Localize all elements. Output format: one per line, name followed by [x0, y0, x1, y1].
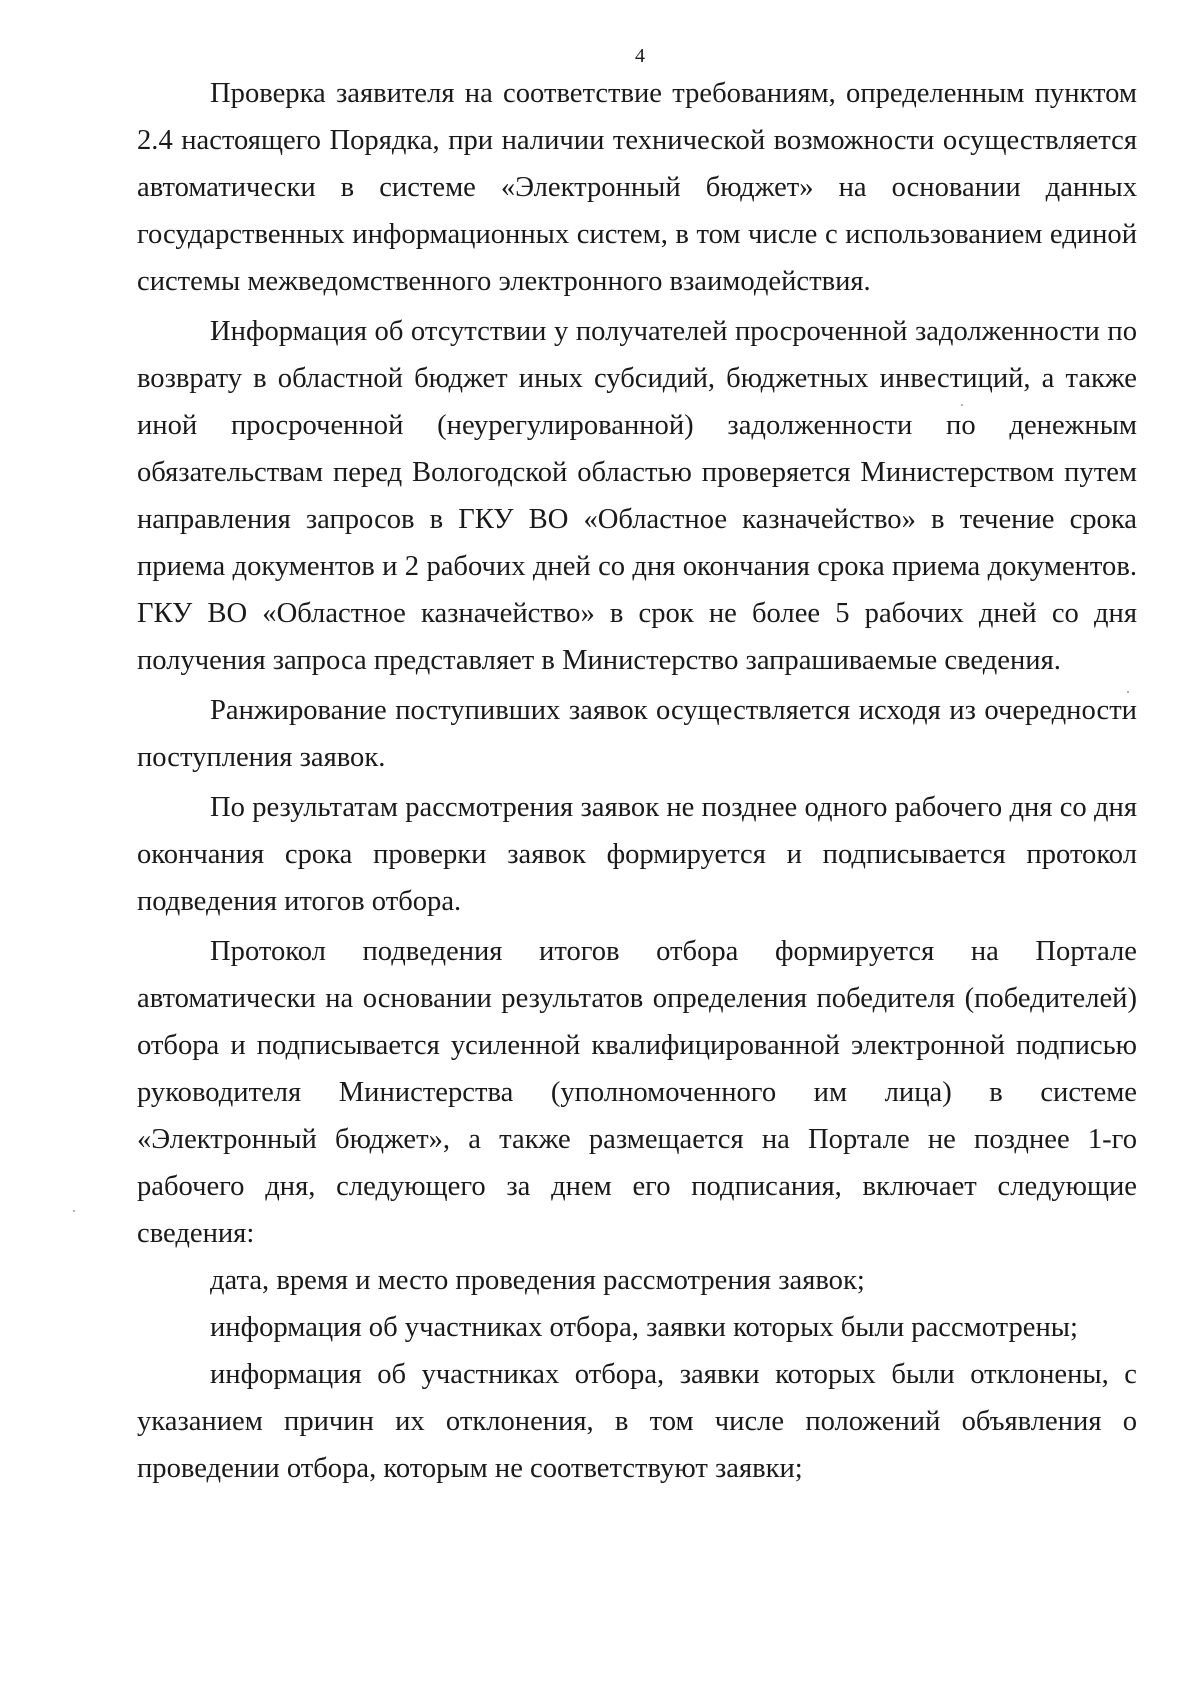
list-item-reviewed-participants: информация об участниках отбора, заявки которых были рассмотрены;: [210, 1312, 1078, 1343]
list-item-rejected-participants: информация об участниках отбора, заявки которых были отклонены, с указанием причин их отклонения, в том числе положений объявления о проведении отбора, которым не соответствуют заявки;: [137, 1359, 1137, 1484]
scan-speck: [1127, 691, 1129, 693]
paragraph-applicant-check: Проверка заявителя на соответствие требованиям, определенным пунктом 2.4 настоящего Порядка, при наличии технической возможности осуществляется автоматически в системе «Электронный бюджет» на основании данных государственных информационных систем, в том числе с использованием единой системы межведомственного электронного взаимодействия.: [137, 78, 1137, 297]
paragraph-review-results: По результатам рассмотрения заявок не позднее одного рабочего дня со дня окончания срока проверки заявок формируется и подписывается протокол подведения итогов отбора.: [137, 792, 1137, 917]
page-number: 4: [635, 45, 645, 67]
scan-speck: [961, 404, 963, 406]
paragraph-protocol: Протокол подведения итогов отбора формируется на Портале автоматически на основании результатов определения победителя (победителей) отбора и подписывается усиленной квалифицированной электронной подписью руководителя Министерства (уполномоченного им лица) в системе «Электронный бюджет», а также размещается на Портале не позднее 1-го рабочего дня, следующего за днем его подписания, включает следующие сведения:: [137, 936, 1137, 1249]
scan-speck: [73, 1210, 75, 1212]
document-body: [137, 70, 1137, 1492]
paragraph-debt-info: Информация об отсутствии у получателей просроченной задолженности по возврату в областной бюджет иных субсидий, бюджетных инвестиций, а также иной просроченной (неурегулированной) задолженности по денежным обязательствам перед Вологодской областью проверяется Министерством путем направления запросов в ГКУ ВО «Областное казначейство» в течение срока приема документов и 2 рабочих дней со дня окончания срока приема документов. ГКУ ВО «Областное казначейство» в срок не более 5 рабочих дней со дня получения запроса представляет в Министерство запрашиваемые сведения.: [137, 316, 1137, 676]
paragraph-ranking: Ранжирование поступивших заявок осуществляется исходя из очередности поступления заявок.: [137, 695, 1137, 773]
list-item-date-time-place: дата, время и место проведения рассмотрения заявок;: [210, 1265, 865, 1296]
